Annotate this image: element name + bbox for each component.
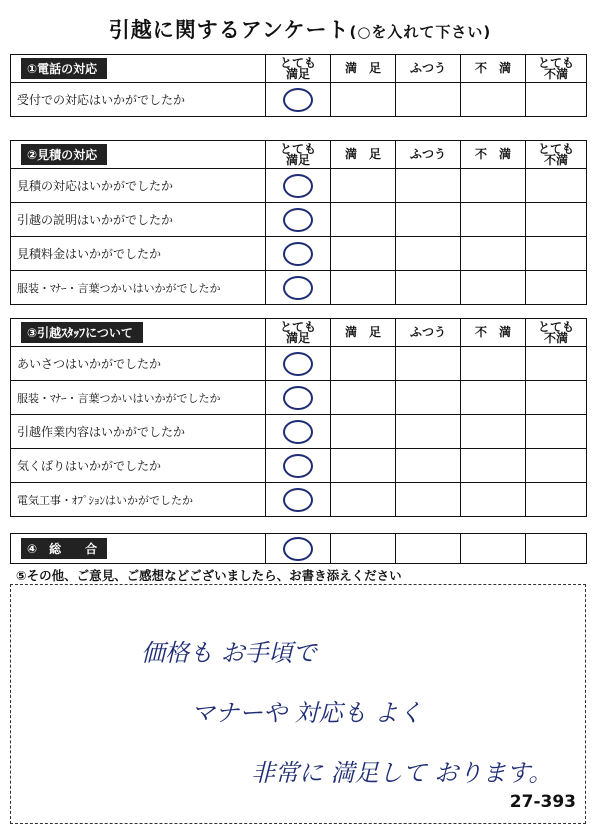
rating-cell[interactable] [461,271,526,305]
column-header-text: 満 足 [344,147,381,161]
circle-mark [283,276,313,300]
question-row [11,483,587,517]
rating-cell[interactable] [461,237,526,271]
rating-cell[interactable] [331,347,396,381]
question-row [11,203,587,237]
circle-mark [283,454,313,478]
column-header-text: ふつう [409,61,446,75]
question-row [11,449,587,483]
rating-cell[interactable] [526,271,587,305]
rating-cell[interactable] [331,203,396,237]
circle-mark [283,420,313,444]
rating-cell[interactable] [396,347,461,381]
question-text: 電気工事・ｵﾌﾟｼｮﾝはいかがでしたか [11,483,266,517]
rating-cell[interactable] [461,381,526,415]
question-text: 気くばりはいかがでしたか [11,449,266,483]
rating-cell[interactable] [266,203,331,237]
question-row [11,83,587,117]
column-header [461,319,526,347]
column-header-text: 不満 [543,152,568,167]
rating-cell[interactable] [461,83,526,117]
column-header-text: とても [537,141,574,156]
overall-table [10,533,587,564]
rating-cell[interactable] [396,203,461,237]
rating-cell[interactable] [461,347,526,381]
column-header [461,55,526,83]
column-header-text: ふつう [409,147,446,161]
rating-cell[interactable] [396,483,461,517]
rating-cell[interactable] [331,483,396,517]
column-header-text: 満 足 [344,325,381,339]
column-header [461,141,526,169]
rating-cell[interactable] [526,415,587,449]
comment-line-3: 非常に 満足して おります。 [251,759,553,787]
title-sub: (○を入れて下さい) [349,23,492,41]
column-header-text: 満足 [285,330,310,345]
rating-cell[interactable] [331,83,396,117]
column-header [266,55,331,83]
rating-cell[interactable] [266,534,331,564]
question-text: 見積の対応はいかがでしたか [11,169,266,203]
section-table-1 [10,54,587,117]
comment-box[interactable] [10,584,586,824]
section-header [11,534,266,564]
column-header [266,319,331,347]
rating-cell[interactable] [331,534,396,564]
column-header-text: 不 満 [474,325,511,339]
column-header-text: 満足 [285,152,310,167]
question-row [11,381,587,415]
rating-cell[interactable] [526,169,587,203]
column-header [331,319,396,347]
rating-cell[interactable] [396,83,461,117]
circle-mark [283,488,313,512]
circle-mark [283,88,313,112]
rating-cell[interactable] [396,169,461,203]
document-number: 27-393 [509,792,576,812]
column-header-text: とても [537,319,574,334]
rating-cell[interactable] [266,271,331,305]
column-header-text: 不満 [543,330,568,345]
column-header-text: とても [279,55,316,70]
question-text: 見積料金はいかがでしたか [11,237,266,271]
rating-cell[interactable] [266,347,331,381]
circle-mark [283,174,313,198]
rating-cell[interactable] [266,415,331,449]
column-header-text: 満 足 [344,61,381,75]
column-header-text: 不 満 [474,61,511,75]
rating-cell[interactable] [266,169,331,203]
title-main: 引越に関するアンケート [108,18,350,42]
section-label: ④ 総 合 [21,538,107,559]
question-row [11,237,587,271]
rating-cell[interactable] [396,271,461,305]
rating-cell[interactable] [266,237,331,271]
circle-mark [283,386,313,410]
section-table-3 [10,318,587,517]
form-title [0,14,600,44]
rating-cell[interactable] [526,449,587,483]
rating-cell[interactable] [266,83,331,117]
circle-mark [283,242,313,266]
column-header [396,55,461,83]
rating-cell[interactable] [526,83,587,117]
column-header [526,55,587,83]
rating-cell[interactable] [526,347,587,381]
comment-line-2: マナーや 対応も よく [191,699,423,727]
section-header [11,319,266,347]
rating-cell[interactable] [461,483,526,517]
question-text: 服装・ﾏﾅｰ・言葉つかいはいかがでしたか [11,271,266,305]
rating-cell[interactable] [526,237,587,271]
rating-cell[interactable] [461,169,526,203]
rating-cell[interactable] [461,203,526,237]
rating-cell[interactable] [396,534,461,564]
question-text: 引越作業内容はいかがでしたか [11,415,266,449]
question-text: 服装・ﾏﾅｰ・言葉つかいはいかがでしたか [11,381,266,415]
column-header-text: 満足 [285,66,310,81]
rating-cell[interactable] [266,483,331,517]
rating-cell[interactable] [526,534,587,564]
comment-line-1: 価格も お手頃で [141,639,317,667]
section-header [11,141,266,169]
rating-cell[interactable] [396,381,461,415]
question-text: 受付での対応はいかがでしたか [11,83,266,117]
question-row [11,169,587,203]
section-label: ①電話の対応 [21,58,107,79]
circle-mark [283,352,313,376]
column-header [526,141,587,169]
rating-cell[interactable] [266,449,331,483]
column-header-text: 不満 [543,66,568,81]
question-row [11,271,587,305]
question-row [11,415,587,449]
section-table-2 [10,140,587,305]
rating-cell[interactable] [526,381,587,415]
section-label: ②見積の対応 [21,144,107,165]
column-header [526,319,587,347]
column-header [331,55,396,83]
column-header [331,141,396,169]
rating-cell[interactable] [526,203,587,237]
rating-cell[interactable] [461,415,526,449]
question-text: あいさつはいかがでしたか [11,347,266,381]
section-label: ③引越ｽﾀｯﾌについて [21,322,143,343]
rating-cell[interactable] [396,449,461,483]
column-header [396,141,461,169]
rating-cell[interactable] [396,415,461,449]
column-header-text: とても [279,319,316,334]
circle-mark [283,208,313,232]
rating-cell[interactable] [266,381,331,415]
rating-cell[interactable] [331,381,396,415]
rating-cell[interactable] [396,237,461,271]
question-row [11,347,587,381]
rating-cell[interactable] [461,449,526,483]
column-header-text: 不 満 [474,147,511,161]
column-header [266,141,331,169]
rating-cell[interactable] [331,449,396,483]
rating-cell[interactable] [331,169,396,203]
column-header-text: とても [537,55,574,70]
column-header [396,319,461,347]
circle-mark [283,537,313,561]
comment-prompt: ⑤その他、ご意見、ご感想などございましたら、お書き添えください [16,568,402,583]
question-text: 引越の説明はいかがでしたか [11,203,266,237]
rating-cell[interactable] [331,271,396,305]
section-header [11,55,266,83]
rating-cell[interactable] [331,415,396,449]
column-header-text: とても [279,141,316,156]
rating-cell[interactable] [526,483,587,517]
column-header-text: ふつう [409,325,446,339]
rating-cell[interactable] [331,237,396,271]
rating-cell[interactable] [461,534,526,564]
